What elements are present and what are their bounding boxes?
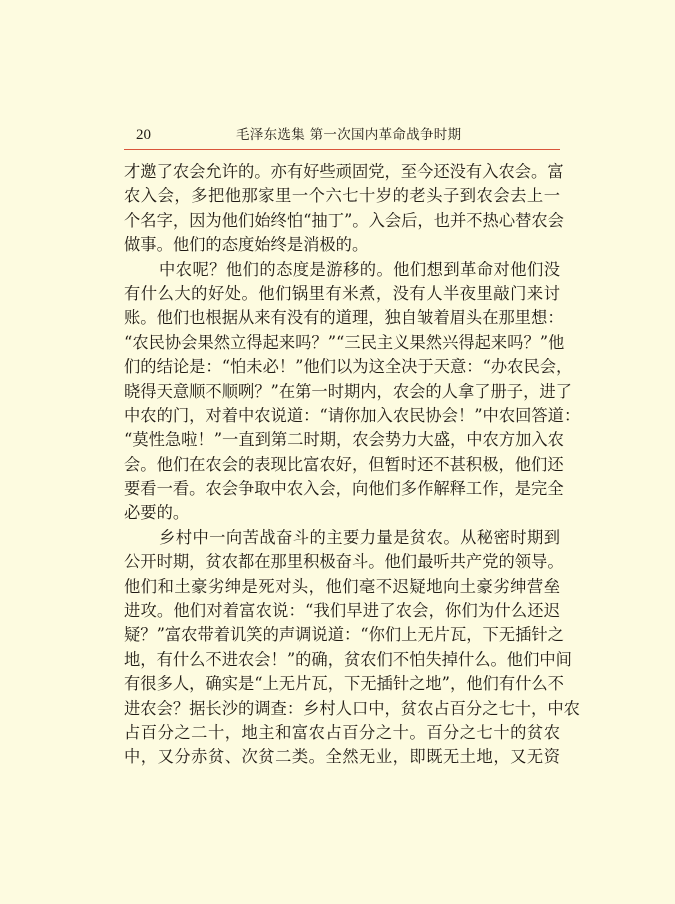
text-line: 地，有什么不进农会！”的确，贫农们不怕失掉什么。他们中间 bbox=[124, 649, 572, 669]
text-line: 公开时期，贫农都在那里积极奋斗。他们最听共产党的领导。 bbox=[124, 552, 564, 572]
text-line: 必要的。 bbox=[124, 503, 190, 523]
header-rule bbox=[124, 149, 560, 150]
text-line: 账。他们也根据从来有没有的道理，独自皱着眉头在那里想： bbox=[124, 308, 564, 328]
paragraph bbox=[124, 526, 580, 770]
text-line: 中农呢？他们的态度是游移的。他们想到革命对他们没 bbox=[159, 259, 560, 279]
body-text bbox=[124, 160, 581, 770]
text-line: 他们和土豪劣绅是死对头，他们毫不迟疑地向土豪劣绅营垒 bbox=[124, 576, 560, 596]
text-line: 要看一看。农会争取中农入会，向他们多作解释工作，是完全 bbox=[124, 479, 564, 499]
text-line: 乡村中一向苦战奋斗的主要力量是贫农。从秘密时期到 bbox=[159, 527, 560, 547]
text-line: 进攻。他们对着富农说：“我们早进了农会，你们为什么还迟 bbox=[124, 601, 560, 621]
text-line: 做事。他们的态度始终是消极的。 bbox=[124, 235, 369, 255]
text-line: 疑？”富农带着讥笑的声调说道：“你们上无片瓦，下无插针之 bbox=[124, 625, 564, 645]
text-line: 有很多人，确实是“上无片瓦，下无插针之地”，他们有什么不 bbox=[124, 674, 564, 694]
text-line: “农民协会果然立得起来吗？”“三民主义果然兴得起来吗？”他 bbox=[124, 332, 565, 352]
text-line: 占百分之二十，地主和富农占百分之十。百分之七十的贫农 bbox=[124, 722, 560, 742]
page-number: 20 bbox=[136, 127, 151, 143]
text-line: 农入会，多把他那家里一个六七十岁的老头子到农会去上一 bbox=[124, 186, 560, 206]
text-line: 进农会？据长沙的调查：乡村人口中，贫农占百分之七十，中农 bbox=[124, 698, 580, 718]
paragraph bbox=[124, 258, 581, 526]
text-line: 个名字，因为他们始终怕“抽丁”。入会后，也并不热心替农会 bbox=[124, 210, 564, 230]
page-header bbox=[124, 126, 560, 148]
text-line: 会。他们在农会的表现比富农好，但暂时还不甚积极，他们还 bbox=[124, 454, 564, 474]
running-head: 毛泽东选集 第一次国内革命战争时期 bbox=[236, 127, 462, 143]
paragraph bbox=[124, 160, 564, 258]
text-line: 中农的门，对着中农说道：“请你加入农民协会！”中农回答道： bbox=[124, 405, 581, 425]
text-line: 们的结论是：“怕未必！”他们以为这全决于天意：“办农民会， bbox=[124, 357, 573, 377]
text-line: “莫性急啦！”一直到第二时期，农会势力大盛，中农方加入农 bbox=[124, 430, 564, 450]
text-line: 中，又分赤贫、次贫二类。全然无业，即既无土地，又无资 bbox=[124, 747, 560, 767]
text-line: 有什么大的好处。他们锅里有米煮，没有人半夜里敲门来讨 bbox=[124, 283, 560, 303]
text-line: 晓得天意顺不顺咧？”在第一时期内，农会的人拿了册子，进了 bbox=[124, 381, 572, 401]
text-line: 才邀了农会允许的。亦有好些顽固党，至今还没有入农会。富 bbox=[124, 162, 564, 181]
